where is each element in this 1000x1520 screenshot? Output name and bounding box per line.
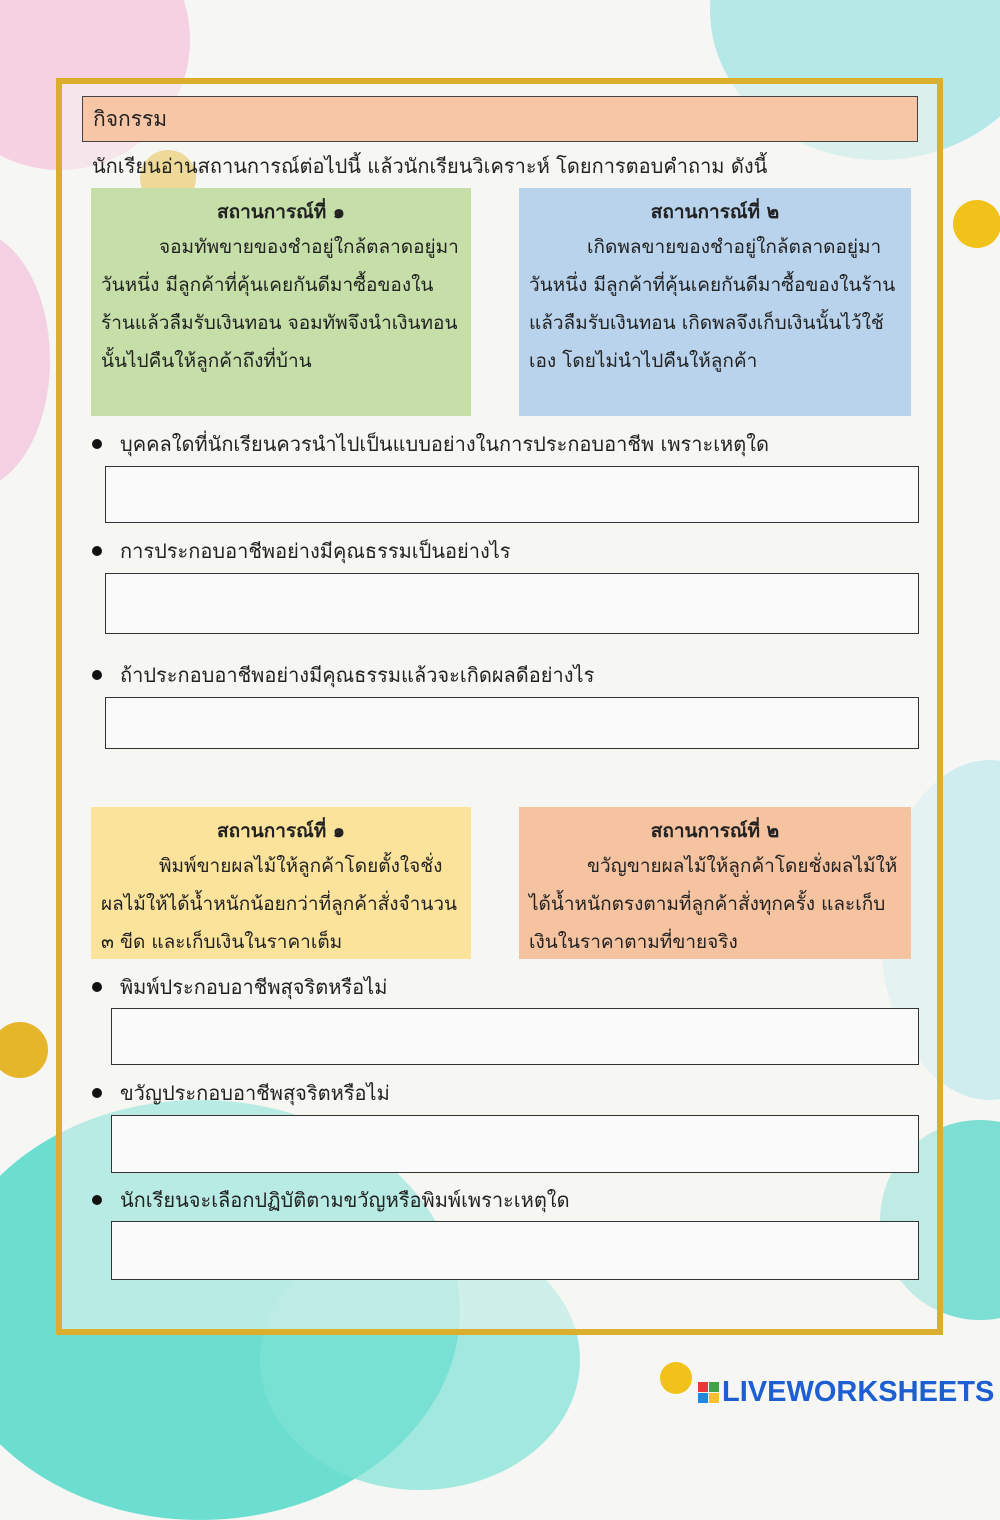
- scenario-heading: สถานการณ์ที่ ๑: [217, 201, 345, 223]
- answer-box-3[interactable]: [105, 697, 919, 749]
- scenario-card-2b: [519, 807, 911, 959]
- question-4: [92, 971, 387, 1003]
- answer-box-6[interactable]: [111, 1221, 919, 1280]
- question-5: [92, 1077, 390, 1109]
- logo-text-suffix: WORKSHEETS: [786, 1376, 995, 1408]
- scenario-heading: สถานการณ์ที่ ๒: [650, 820, 780, 842]
- bullet-icon: [92, 1195, 102, 1205]
- decor-blob-pink-left: [0, 230, 50, 490]
- scenario-heading: สถานการณ์ที่ ๒: [650, 201, 780, 223]
- question-text: การประกอบอาชีพอย่างมีคุณธรรมเป็นอย่างไร: [120, 539, 511, 563]
- liveworksheets-logo: [698, 1376, 994, 1409]
- question-text: ถ้าประกอบอาชีพอย่างมีคุณธรรมแล้วจะเกิดผลดีอย่างไร: [120, 663, 595, 687]
- bullet-icon: [92, 546, 102, 556]
- question-text: นักเรียนจะเลือกปฏิบัติตามขวัญหรือพิมพ์เพราะเหตุใด: [120, 1188, 570, 1212]
- logo-text-prefix: LIVE: [722, 1376, 787, 1408]
- scenario-card-1a: [91, 188, 471, 416]
- bullet-icon: [92, 982, 102, 992]
- question-1: [92, 428, 769, 460]
- decor-dot-gold4: [660, 1362, 692, 1394]
- answer-box-1[interactable]: [105, 466, 919, 523]
- question-6: [92, 1184, 570, 1216]
- decor-dot-gold2: [953, 200, 1000, 248]
- scenario-card-1b: [519, 188, 911, 416]
- bullet-icon: [92, 1088, 102, 1098]
- question-3: [92, 659, 594, 691]
- bullet-icon: [92, 670, 102, 680]
- instruction-text: นักเรียนอ่านสถานการณ์ต่อไปนี้ แล้วนักเรียนวิเคราะห์ โดยการตอบคำถาม ดังนี้: [92, 154, 768, 178]
- question-text: บุคคลใดที่นักเรียนควรนำไปเป็นแบบอย่างในการประกอบอาชีพ เพราะเหตุใด: [120, 432, 769, 456]
- scenario-heading: สถานการณ์ที่ ๑: [217, 820, 345, 842]
- question-text: ขวัญประกอบอาชีพสุจริตหรือไม่: [120, 1081, 390, 1105]
- decor-dot-gold3: [0, 1022, 48, 1078]
- question-text: พิมพ์ประกอบอาชีพสุจริตหรือไม่: [120, 975, 388, 999]
- scenario-text: พิมพ์ขายผลไม้ให้ลูกค้าโดยตั้งใจชั่งผลไม้ให้ได้น้ำหนักน้อยกว่าที่ลูกค้าสั่งจำนวน ๓ ขีด และเก็บเงินในราคาเต็ม: [101, 855, 457, 953]
- scenario-text: เกิดพลขายของชำอยู่ใกล้ตลาดอยู่มาวันหนึ่ง มีลูกค้าที่คุ้นเคยกันดีมาซื้อของในร้านแล้วลืมรับเงินทอน เกิดพลจึงเก็บเงินนั้นไว้ใช้เอง โดยไม่นำไปคืนให้ลูกค้า: [529, 236, 896, 372]
- answer-box-4[interactable]: [111, 1008, 919, 1065]
- activity-title: กิจกรรม: [82, 96, 918, 142]
- answer-box-2[interactable]: [105, 573, 919, 634]
- answer-box-5[interactable]: [111, 1115, 919, 1173]
- bullet-icon: [92, 439, 102, 449]
- scenario-text: จอมทัพขายของชำอยู่ใกล้ตลาดอยู่มาวันหนึ่ง มีลูกค้าที่คุ้นเคยกันดีมาซื้อของในร้านแล้วลืมรับเงินทอน จอมทัพจึงนำเงินทอนนั้นไปคืนให้ลูกค้าถึงที่บ้าน: [101, 236, 459, 372]
- logo-squares-icon: [698, 1382, 719, 1403]
- scenario-text: ขวัญขายผลไม้ให้ลูกค้าโดยชั่งผลไม้ให้ได้น้ำหนักตรงตามที่ลูกค้าสั่งทุกครั้ง และเก็บเงินในราคาตามที่ขายจริง: [529, 855, 898, 953]
- scenario-card-2a: [91, 807, 471, 959]
- question-2: [92, 535, 511, 567]
